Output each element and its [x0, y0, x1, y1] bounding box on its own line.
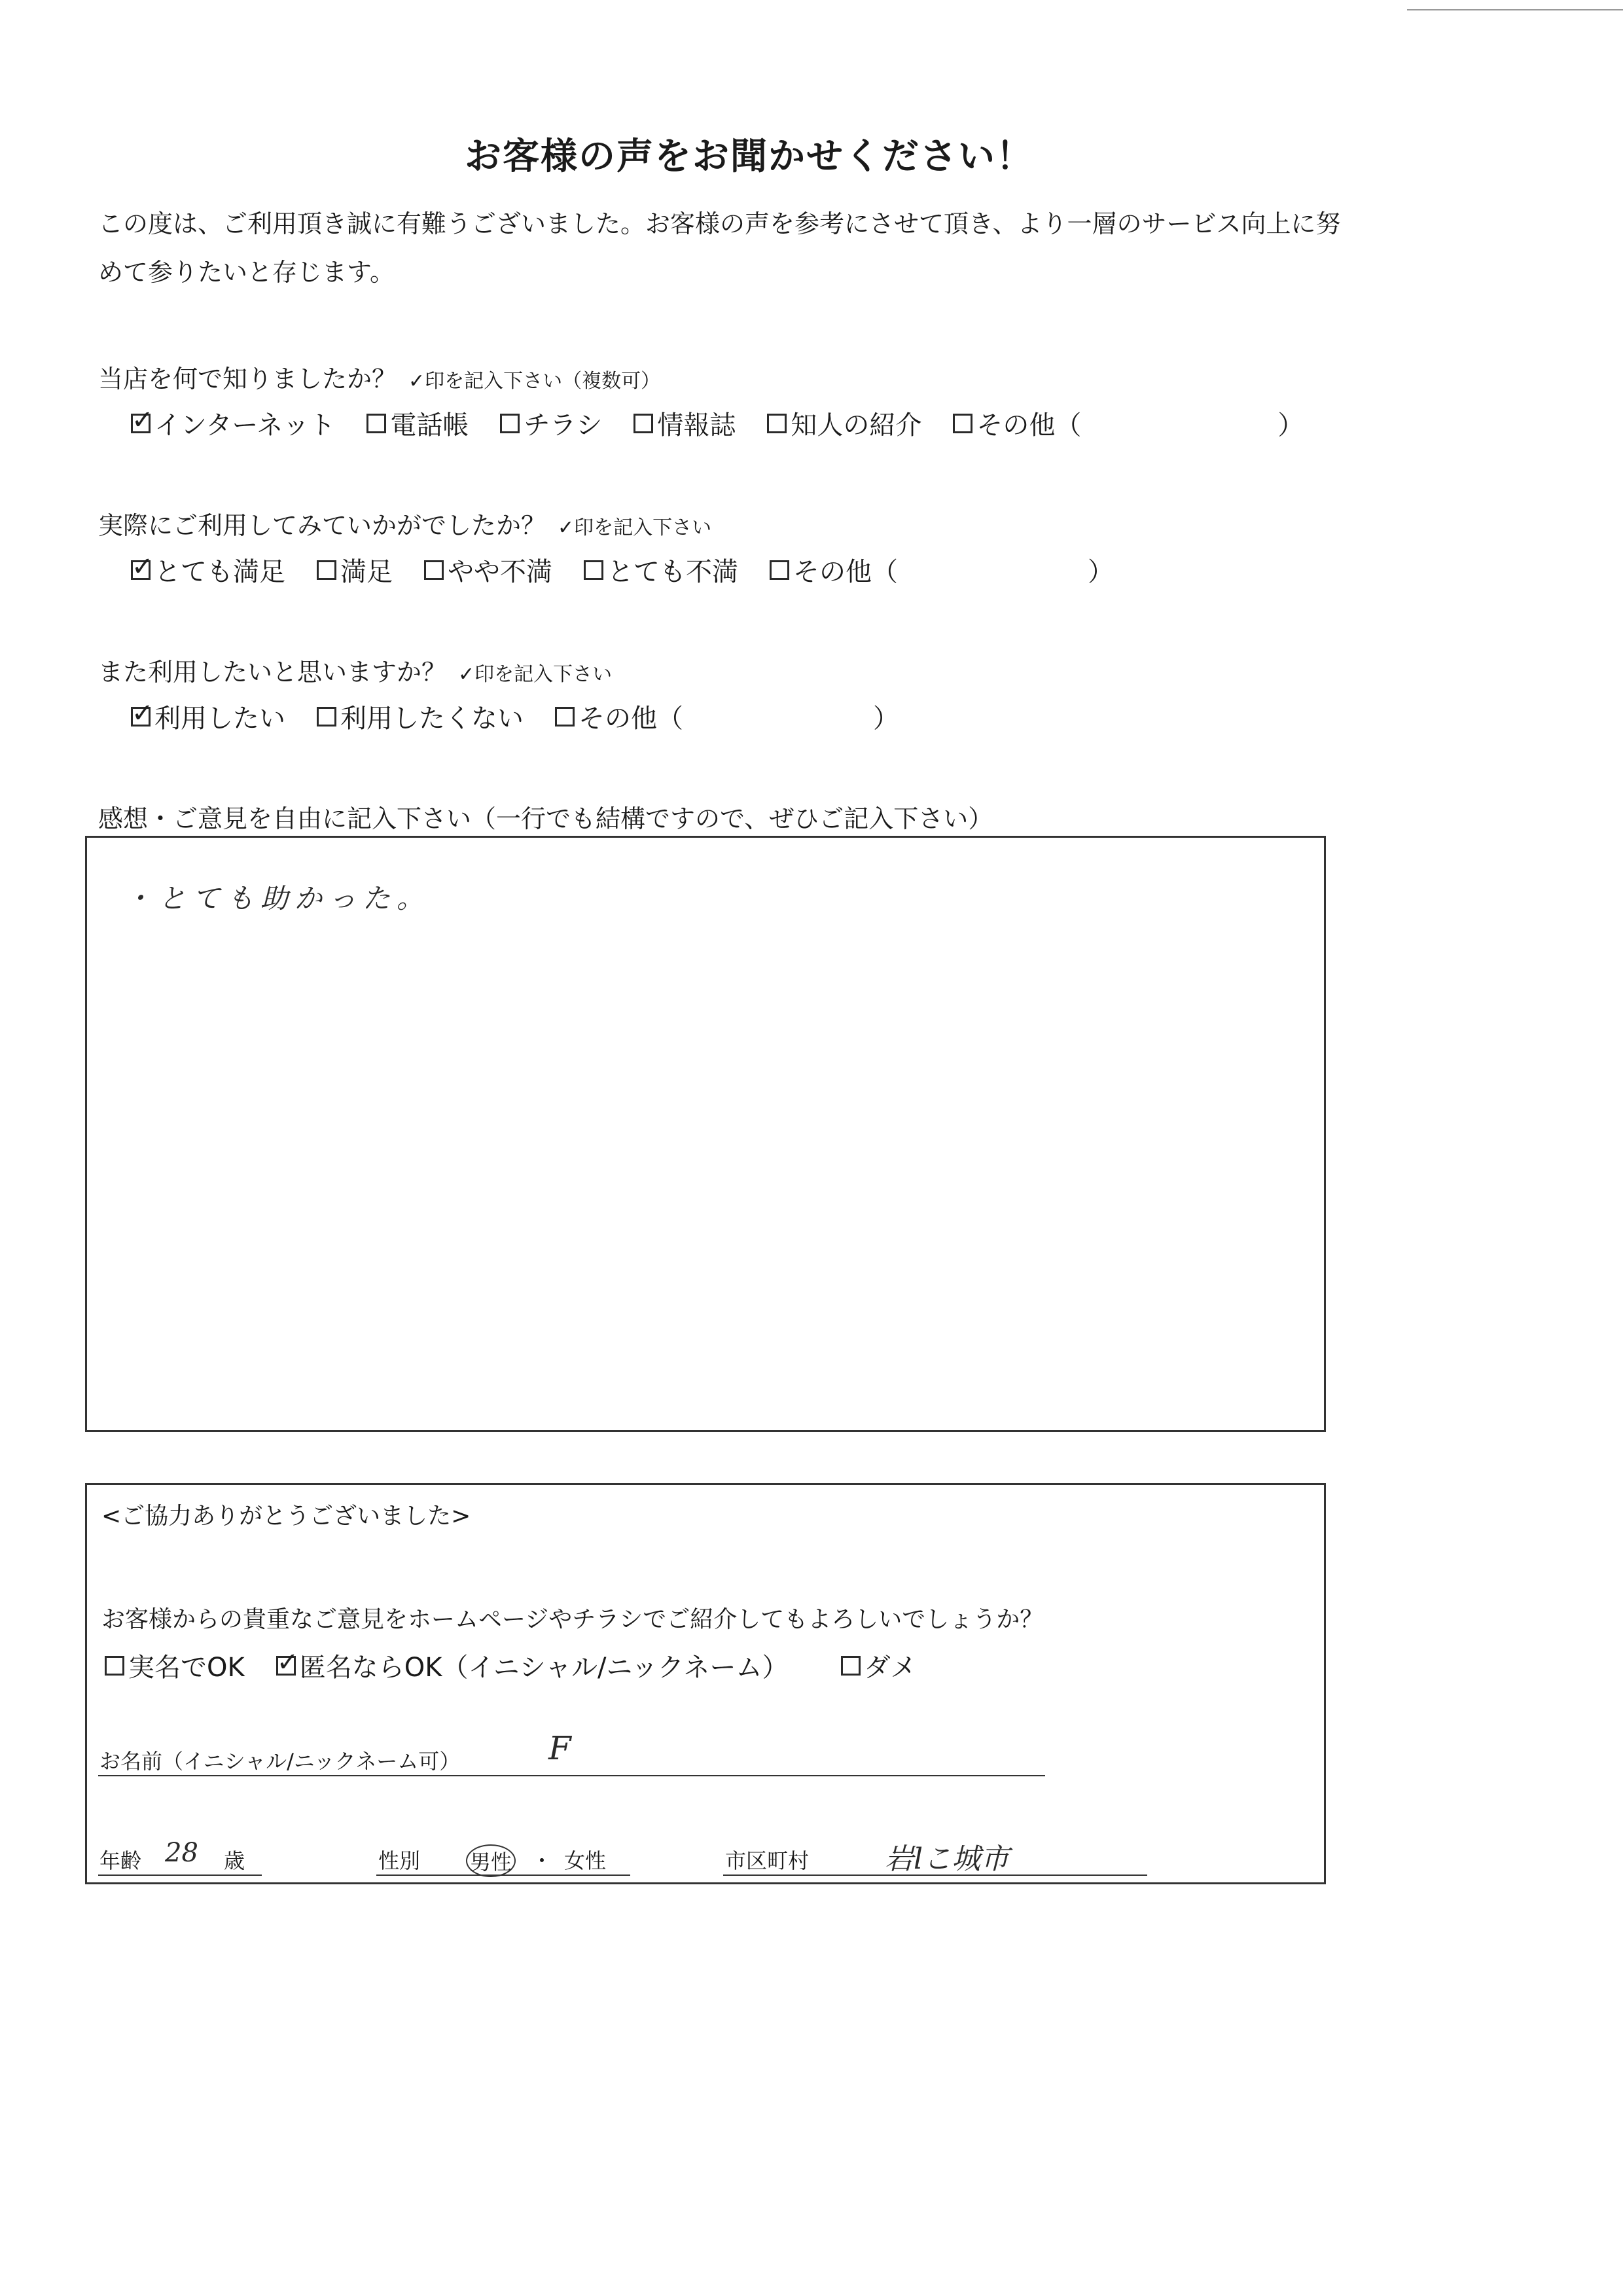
q3-option-no[interactable]: 利用したくない [317, 698, 524, 735]
q2-option-somewhat-unsatisfied[interactable]: やや不満 [424, 551, 552, 588]
q3-option-yes[interactable]: ✓ 利用したい [131, 698, 285, 735]
consent-question: お客様からの貴重なご意見をホームページやチラシでご紹介してもよろしいでしょうか？ [101, 1606, 1044, 1633]
q1-option-referral[interactable]: 知人の紹介 [767, 404, 921, 442]
name-label: お名前（イニシャル/ニックネーム可） [99, 1749, 461, 1774]
checkbox-icon[interactable] [633, 414, 653, 433]
q2-question: 実際にご利用してみていかがでしたか？ [98, 511, 546, 540]
comments-prompt: 感想・ご意見を自由に記入下さい（一行でも結構ですので、ぜひご記入下さい） [98, 804, 993, 833]
city-label: 市区町村 [725, 1848, 810, 1873]
checkbox-icon[interactable] [555, 707, 575, 726]
name-underline [98, 1775, 1045, 1776]
q2-close-paren: ） [1088, 557, 1114, 587]
q2-heading [98, 505, 711, 541]
checkbox-checked-icon[interactable] [131, 414, 151, 433]
gender-separator: ・ [531, 1848, 553, 1873]
checkbox-checked-icon[interactable] [131, 560, 151, 580]
consent-option-real-name[interactable]: 実名でOK [105, 1647, 245, 1684]
q2-option-very-unsatisfied[interactable]: とても不満 [584, 551, 738, 588]
q1-note: ✓印を記入下さい（複数可） [408, 370, 661, 393]
thanks-text: <ご協力ありがとうございました> [101, 1503, 471, 1530]
q1-option-other[interactable]: その他（ ） [953, 404, 1304, 442]
q1-options [131, 404, 1304, 442]
q1-option-magazine[interactable]: 情報誌 [633, 404, 736, 442]
name-value: F [548, 1729, 571, 1767]
checkbox-checked-icon[interactable] [276, 1656, 296, 1676]
scan-edge-line [1407, 9, 1623, 10]
intro-line-1: この度は、ご利用頂き誠に有難うございました。お客様の声を参考にさせて頂き、より一層のサービス向上に努 [98, 209, 1341, 238]
checkbox-icon[interactable] [953, 414, 972, 433]
city-underline [723, 1874, 1147, 1876]
q3-question: また利用したいと思いますか？ [98, 658, 447, 687]
age-unit: 歳 [224, 1848, 245, 1873]
checkbox-icon[interactable] [317, 560, 336, 580]
q1-option-internet[interactable]: ✓ インターネット [131, 404, 335, 442]
gender-underline [376, 1874, 630, 1876]
gender-label: 性別 [378, 1848, 421, 1873]
q3-heading [98, 652, 612, 688]
checkbox-icon[interactable] [770, 560, 789, 580]
age-label: 年齢 [99, 1848, 142, 1873]
intro-line-2: めて参りたいと存じます。 [98, 258, 395, 287]
q3-options [131, 698, 899, 735]
checkbox-checked-icon[interactable] [131, 707, 151, 726]
gender-male-circled[interactable]: 男性 [466, 1844, 516, 1877]
consent-option-no[interactable]: ダメ [841, 1647, 917, 1684]
checkbox-icon[interactable] [584, 560, 603, 580]
page-title: お客様の声をお聞かせください！ [465, 135, 1034, 178]
gender-female[interactable]: 女性 [564, 1848, 607, 1873]
consent-option-anonymous[interactable]: ✓ 匿名ならOK（イニシャル/ニックネーム） [276, 1647, 789, 1684]
checkbox-icon[interactable] [841, 1656, 861, 1676]
q1-question: 当店を何で知りましたか？ [98, 365, 397, 393]
q1-option-phonebook[interactable]: 電話帳 [366, 404, 469, 442]
age-value: 28 [165, 1838, 198, 1868]
q3-note: ✓印を記入下さい [458, 663, 613, 686]
q2-option-very-satisfied[interactable]: ✓ とても満足 [131, 551, 285, 588]
comments-textarea[interactable] [85, 836, 1326, 1432]
q1-close-paren: ） [1277, 410, 1304, 440]
age-underline [98, 1874, 262, 1876]
checkbox-icon[interactable] [105, 1656, 124, 1676]
q2-option-other[interactable]: その他（ ） [770, 551, 1114, 588]
q1-option-flyer[interactable]: チラシ [500, 404, 602, 442]
comments-handwritten-text: ・とても助かった。 [124, 882, 431, 914]
checkbox-icon[interactable] [767, 414, 787, 433]
q1-heading [98, 359, 660, 395]
checkbox-icon[interactable] [500, 414, 520, 433]
q2-option-satisfied[interactable]: 満足 [317, 551, 393, 588]
checkbox-icon[interactable] [424, 560, 444, 580]
q3-option-other[interactable]: その他（ ） [555, 698, 899, 735]
q3-close-paren: ） [873, 704, 899, 734]
city-value: 岩lこ城市 [885, 1842, 1010, 1876]
q2-options [131, 551, 1114, 588]
consent-options [105, 1647, 948, 1684]
checkbox-icon[interactable] [317, 707, 336, 726]
checkbox-icon[interactable] [366, 414, 386, 433]
q2-note: ✓印を記入下さい [558, 516, 712, 539]
